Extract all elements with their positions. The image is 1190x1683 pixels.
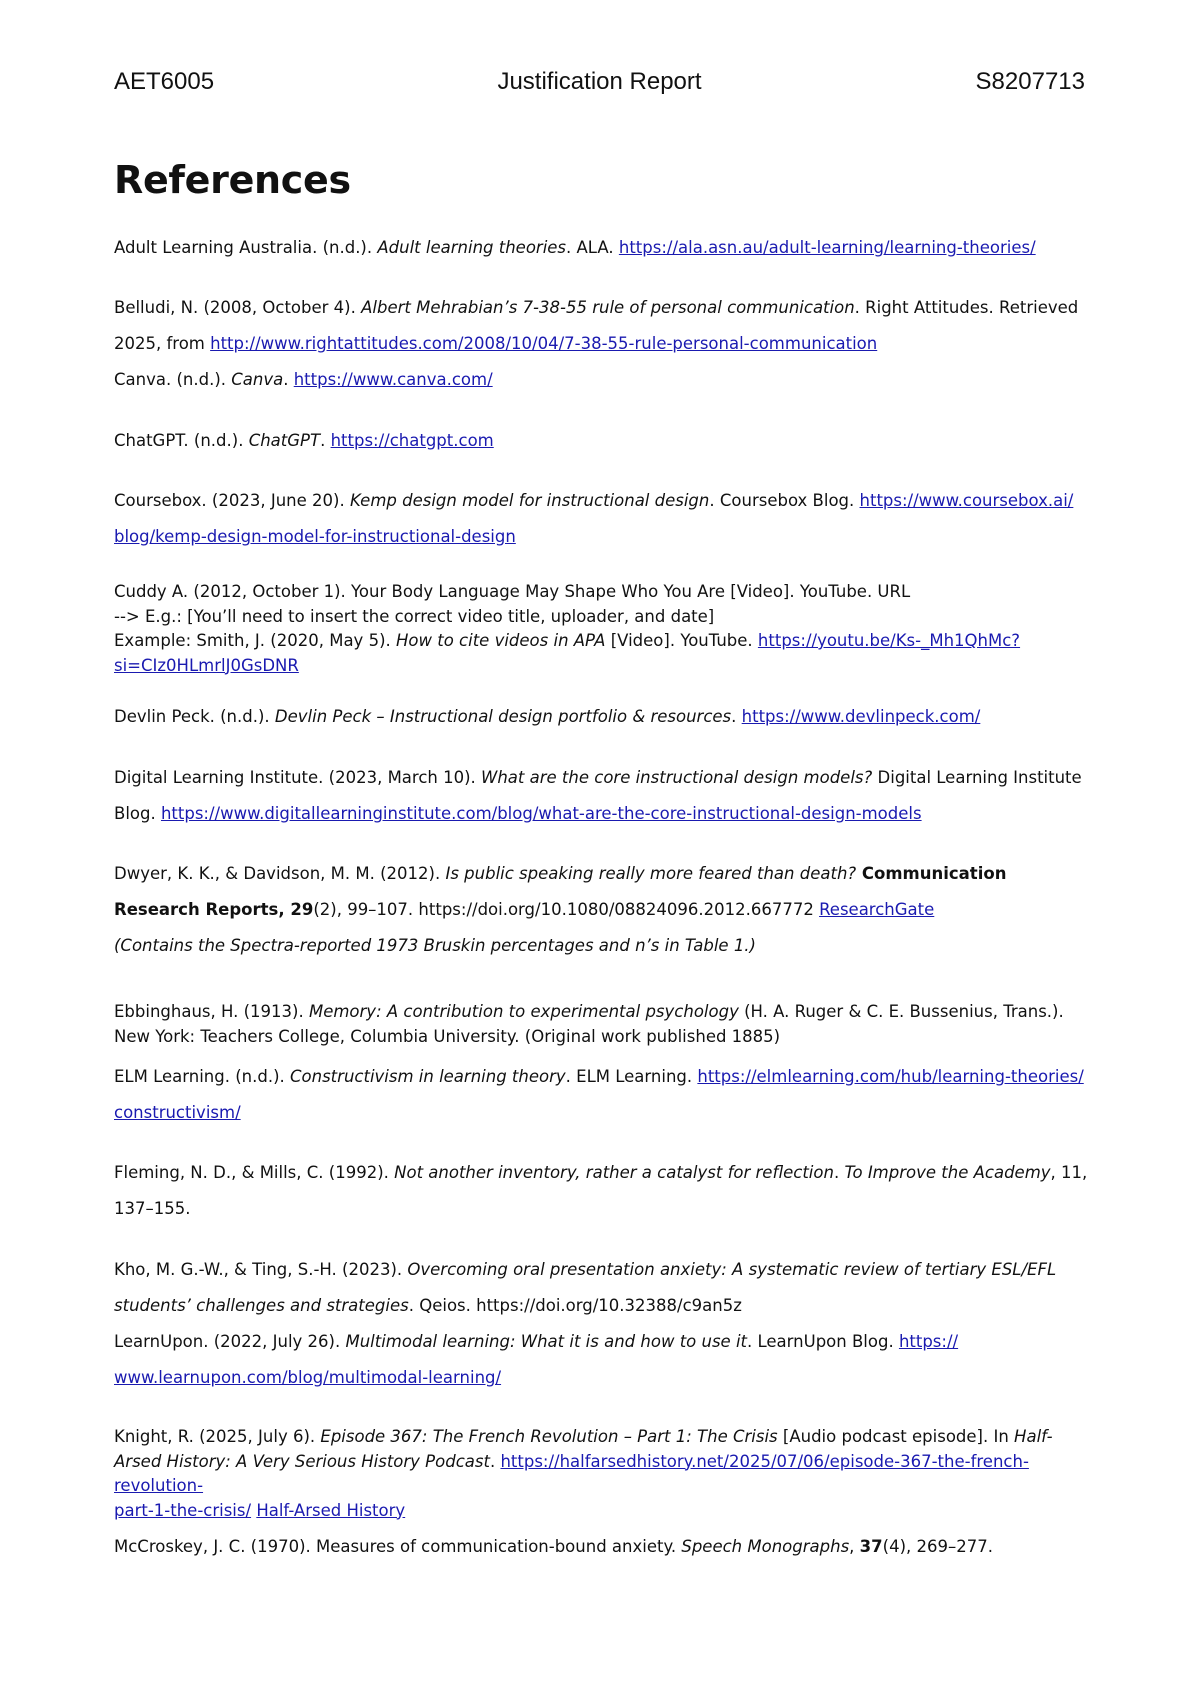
reference-cuddy: Cuddy A. (2012, October 1). Your Body Language May Shape Who You Are [Video]. YouTube. URL --> E.g.: [You’ll need to insert the correct video title, uploader, and date] Example: Smith, J. (2020, May 5). How to cite videos in APA [Video]. YouTube. https://youtu.be/Ks-_Mh1QhMc? si=CIz0HLmrlJ0GsDNR — [114, 582, 1021, 675]
coursebox-link-cont[interactable]: blog/kemp-design-model-for-instructional-design — [114, 527, 516, 546]
reference-ebbinghaus: Ebbinghaus, H. (1913). Memory: A contribution to experimental psychology (H. A. Ruger & C. E. Bussenius, Trans.). New York: Teachers College, Columbia University. (Original work published 1885) — [114, 1002, 1064, 1046]
elm-link-cont[interactable]: constructivism/ — [114, 1103, 241, 1122]
elm-link[interactable]: https://elmlearning.com/hub/learning-theories/ — [697, 1067, 1084, 1086]
reference-canva: Canva. (n.d.). Canva. https://www.canva.com/ — [114, 370, 493, 389]
reference-belludi: Belludi, N. (2008, October 4). Albert Mehrabian’s 7-38-55 rule of personal communication. Right Attitudes. Retrieved 2025, from http://www.rightattitudes.com/2008/10/04/7-38-55-rule-personal-communication — [114, 298, 1079, 353]
belludi-link[interactable]: http://www.rightattitudes.com/2008/10/04/7-38-55-rule-personal-communication — [210, 334, 878, 353]
half-arsed-history-link[interactable]: Half-Arsed History — [256, 1500, 406, 1520]
chatgpt-link[interactable]: https://chatgpt.com — [330, 431, 494, 450]
cuddy-video-link[interactable]: https://youtu.be/Ks-_Mh1QhMc? — [757, 631, 1021, 650]
reference-chatgpt: ChatGPT. (n.d.). ChatGPT. https://chatgpt.com — [114, 431, 494, 450]
dli-link[interactable]: https://www.digitallearninginstitute.com/blog/what-are-the-core-instructional-design-models — [160, 804, 922, 823]
references-heading: References — [114, 158, 351, 202]
reference-coursebox: Coursebox. (2023, June 20). Kemp design model for instructional design. Coursebox Blog. https://www.coursebox.ai/ blog/kemp-design-model-for-instructional-design — [114, 491, 1074, 546]
reference-knight: Knight, R. (2025, July 6). Episode 367: The French Revolution – Part 1: The Crisis [Audio podcast episode]. In Half-Arsed History: A Very Serious History Podcast. https://halfarsedhistory.net/2025/07/06/episode-367-the-french-revolution- part-1-the-crisis/ Half-Arsed History — [114, 1427, 1053, 1520]
reference-dwyer: Dwyer, K. K., & Davidson, M. M. (2012). Is public speaking really more feared than death? Communication Research Reports, 29(2), 99–107. https://doi.org/10.1080/08824096.2012.667772 ResearchGate (Contains the Spectra-reported 1973 Bruskin percentages and n’s in Table 1.) — [114, 864, 1007, 955]
report-title: Justification Report — [497, 68, 702, 95]
reference-kho: Kho, M. G.-W., & Ting, S.-H. (2023). Overcoming oral presentation anxiety: A systematic review of tertiary ESL/EFL students’ challenges and strategies. Qeios. https://doi.org/10.32388/c9an5z — [114, 1260, 1057, 1315]
reference-ala: Adult Learning Australia. (n.d.). Adult learning theories. ALA. https://ala.asn.au/adult-learning/learning-theories/ — [114, 238, 1036, 257]
reference-learnupon: LearnUpon. (2022, July 26). Multimodal learning: What it is and how to use it. LearnUpon Blog. https:// www.learnupon.com/blog/multimodal-learning/ — [114, 1332, 959, 1387]
reference-devlin: Devlin Peck. (n.d.). Devlin Peck – Instructional design portfolio & resources. https://www.devlinpeck.com/ — [114, 707, 981, 726]
knight-podcast-link-cont[interactable]: part-1-the-crisis/ — [114, 1500, 252, 1520]
student-id: S8207713 — [975, 68, 1085, 95]
reference-elm: ELM Learning. (n.d.). Constructivism in learning theory. ELM Learning. https://elmlearning.com/hub/learning-theories/ constructivism/ — [114, 1067, 1084, 1122]
ala-link[interactable]: https://ala.asn.au/adult-learning/learning-theories/ — [618, 238, 1036, 257]
reference-mccroskey: McCroskey, J. C. (1970). Measures of communication-bound anxiety. Speech Monographs, 37(4), 269–277. — [114, 1537, 993, 1556]
devlin-link[interactable]: https://www.devlinpeck.com/ — [741, 707, 981, 726]
knight-podcast-link[interactable]: https://halfarsedhistory.net/2025/07/06/episode-367-the-french-revolution- — [114, 1451, 1029, 1495]
reference-fleming: Fleming, N. D., & Mills, C. (1992). Not another inventory, rather a catalyst for reflection. To Improve the Academy, 11, 137–155. — [114, 1163, 1088, 1218]
coursebox-link[interactable]: https://www.coursebox.ai/ — [859, 491, 1074, 510]
canva-link[interactable]: https://www.canva.com/ — [293, 370, 493, 389]
course-code: AET6005 — [114, 68, 215, 95]
learnupon-link-cont[interactable]: www.learnupon.com/blog/multimodal-learning/ — [114, 1368, 502, 1387]
researchgate-link[interactable]: ResearchGate — [819, 900, 935, 919]
page-header — [114, 68, 1085, 104]
cuddy-video-link-cont[interactable]: si=CIz0HLmrlJ0GsDNR — [114, 655, 299, 675]
reference-dli: Digital Learning Institute. (2023, March 10). What are the core instructional design models? Digital Learning Institute Blog. https://www.digitallearninginstitute.com/blog/what-are-the-core-instructional-design-models — [114, 768, 1082, 823]
learnupon-link[interactable]: https:// — [898, 1332, 959, 1351]
